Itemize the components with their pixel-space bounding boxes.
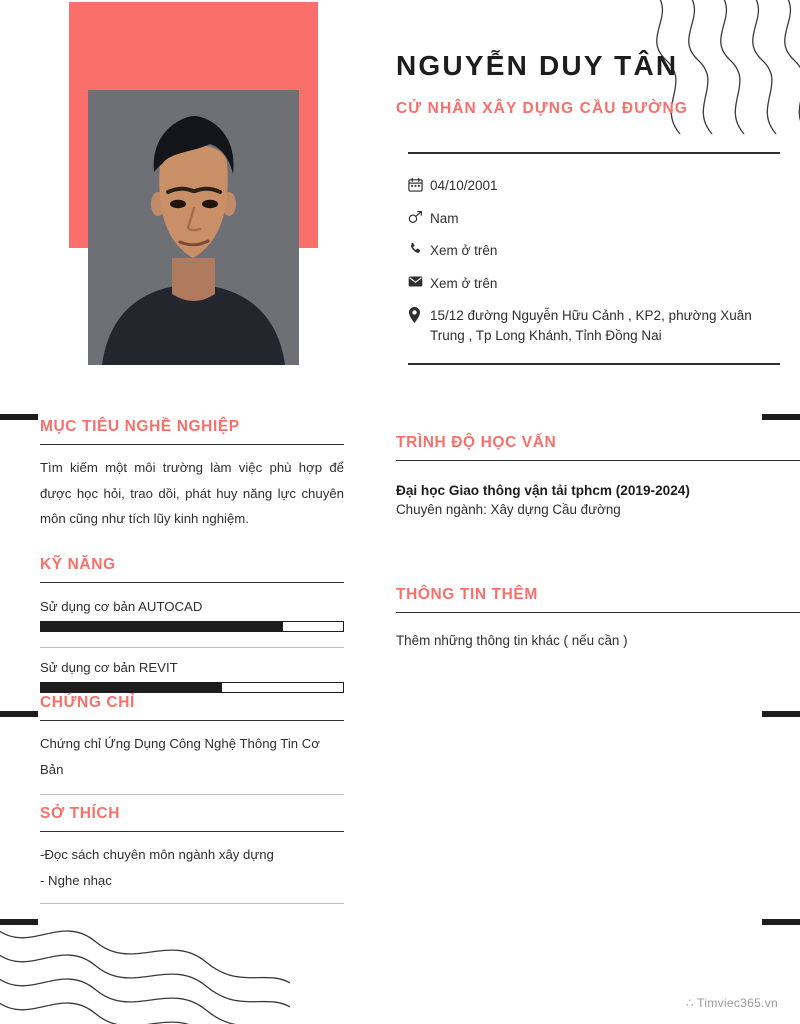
- skill-item: [40, 599, 344, 632]
- education-major: Chuyên ngành: Xây dựng Cầu đường: [396, 502, 621, 517]
- divider: [40, 444, 344, 445]
- edge-tick-left: [0, 919, 38, 925]
- objective-text: Tìm kiếm một môi trường làm việc phù hợp để được học hỏi, trao dồi, phát huy năng lực chuyên môn cũng như tích lũy kinh nghiệm.: [40, 460, 344, 527]
- section-title-skills: KỸ NĂNG: [40, 556, 116, 573]
- contact-info: [408, 152, 780, 365]
- gender-value: Nam: [430, 210, 459, 226]
- divider: [40, 647, 344, 648]
- section-interests: [40, 805, 344, 904]
- section-title-education: TRÌNH ĐỘ HỌC VẤN: [396, 434, 557, 451]
- section-title-objective: MỤC TIÊU NGHỀ NGHIỆP: [40, 418, 240, 435]
- contact-row: [408, 209, 780, 229]
- gender-icon: [408, 210, 430, 225]
- section-skills: [40, 556, 344, 693]
- divider: [40, 831, 344, 832]
- divider: [40, 720, 344, 721]
- skill-bar-revit: [40, 682, 344, 693]
- interest-line-2: - Nghe nhạc: [40, 872, 112, 888]
- divider: [40, 903, 344, 904]
- job-subtitle: CỬ NHÂN XÂY DỰNG CẦU ĐƯỜNG: [396, 100, 688, 117]
- skill-item: [40, 660, 344, 693]
- contact-row: [408, 241, 780, 261]
- phone-icon: [408, 242, 430, 256]
- more-info-text: Thêm những thông tin khác ( nếu cần ): [396, 633, 628, 648]
- birthdate-value: 04/10/2001: [430, 178, 498, 193]
- calendar-icon: [408, 177, 430, 192]
- profile-photo: [88, 90, 299, 365]
- section-certificates: [40, 694, 344, 795]
- skill-label: Sử dụng cơ bản AUTOCAD: [40, 599, 203, 614]
- edge-tick-right: [762, 414, 800, 420]
- edge-tick-right: [762, 919, 800, 925]
- contact-row: [408, 176, 780, 196]
- certificates-text: Chứng chỉ Ứng Dụng Công Nghệ Thông Tin Cơ Bản: [40, 736, 320, 777]
- email-value: Xem ở trên: [430, 275, 498, 291]
- education-school: Đại học Giao thông vận tải tphcm (2019-2024): [396, 483, 690, 498]
- section-title-more-info: THÔNG TIN THÊM: [396, 586, 538, 603]
- edge-tick-right: [762, 711, 800, 717]
- section-title-certificates: CHỨNG CHỈ: [40, 694, 135, 711]
- divider: [396, 612, 800, 613]
- squiggle-decoration-bottom-left: [0, 914, 290, 1024]
- section-more-info: [396, 586, 800, 648]
- section-education: [396, 434, 800, 517]
- contact-row: [408, 306, 780, 345]
- divider: [396, 460, 800, 461]
- section-title-interests: SỞ THÍCH: [40, 805, 121, 822]
- skill-label: Sử dụng cơ bản REVIT: [40, 660, 178, 675]
- phone-value: Xem ở trên: [430, 243, 498, 259]
- contact-row: [408, 274, 780, 294]
- location-icon: [408, 307, 430, 323]
- edge-tick-left: [0, 711, 38, 717]
- mail-icon: [408, 275, 430, 288]
- address-value: 15/12 đường Nguyễn Hữu Cảnh , KP2, phường Xuân Trung , Tp Long Khánh, Tỉnh Đồng Nai: [430, 308, 752, 343]
- skill-bar-autocad: [40, 621, 344, 632]
- watermark-footer: ∴ Timviec365.vn: [685, 996, 778, 1010]
- divider: [40, 582, 344, 583]
- page-title: NGUYỄN DUY TÂN: [396, 50, 679, 81]
- divider: [40, 794, 344, 795]
- edge-tick-left: [0, 414, 38, 420]
- interest-line-1: -Đọc sách chuyên môn ngành xây dựng: [40, 847, 274, 862]
- section-objective: [40, 418, 344, 532]
